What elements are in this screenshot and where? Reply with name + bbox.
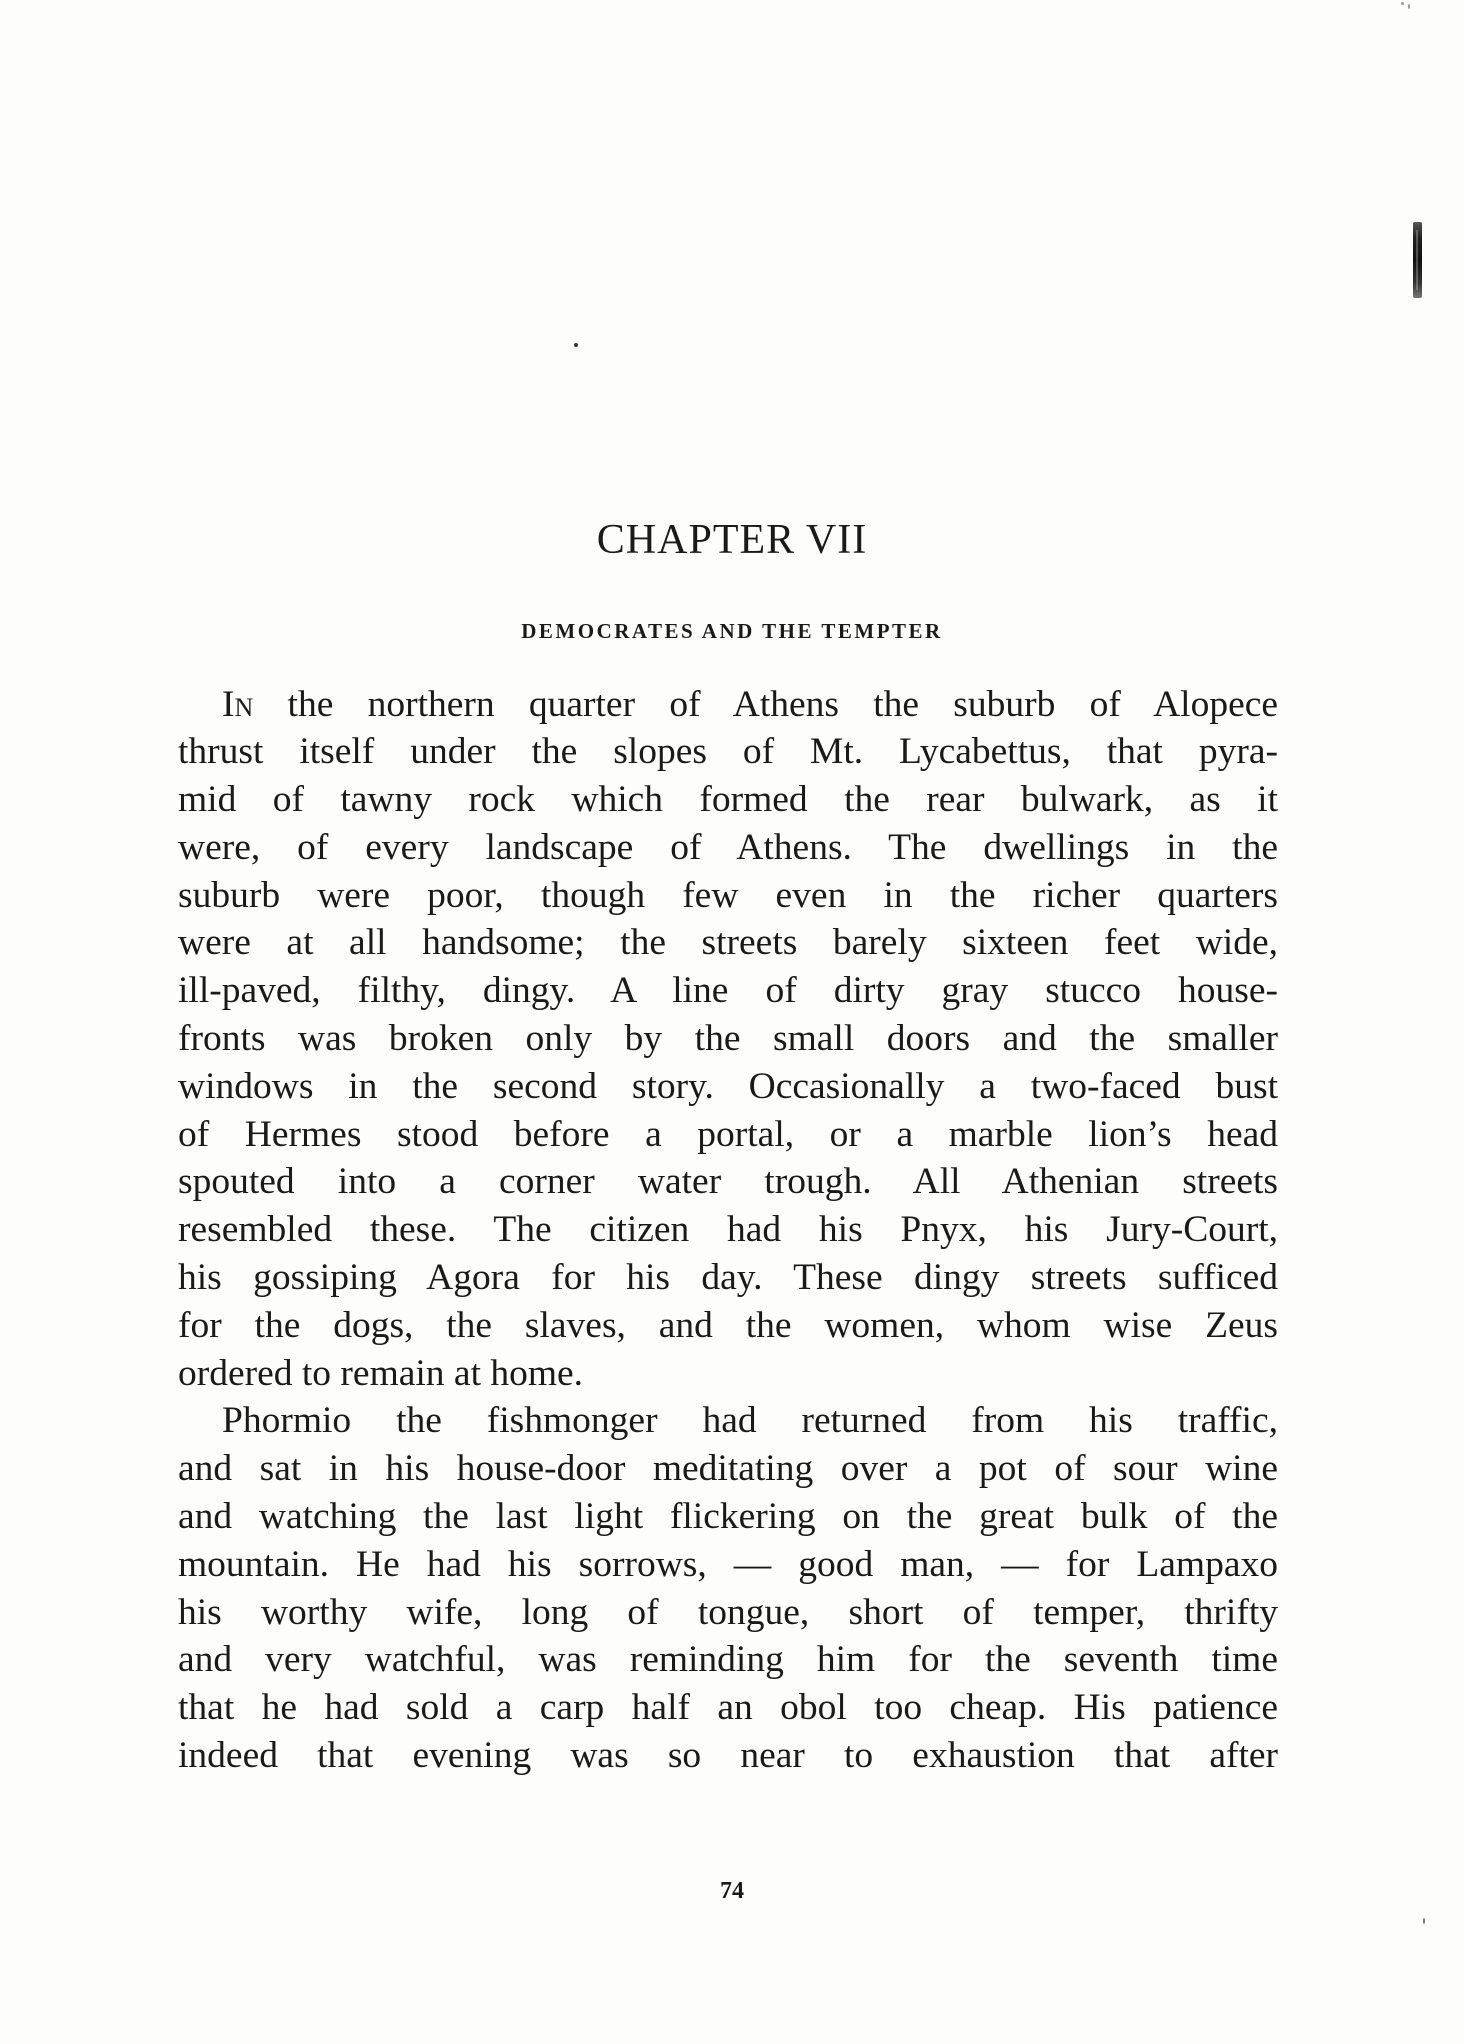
chapter-title: CHAPTER VII	[596, 517, 868, 563]
dropcap-word: In	[222, 684, 254, 725]
text-line: suburb were poor, though few even in the richer quarters	[178, 875, 1278, 916]
scan-speck	[574, 343, 578, 347]
scan-speck	[1423, 1918, 1425, 1924]
text-line: were at all handsome; the streets barely sixteen feet wide,	[178, 922, 1278, 963]
text-line: ill-paved, filthy, dingy. A line of dirty gray stucco house-	[178, 970, 1278, 1011]
text-line: spouted into a corner water trough. All Athenian streets	[178, 1161, 1278, 1202]
line-text: the northern quarter of Athens the suburb of Alopece	[253, 684, 1278, 725]
text-line: mid of tawny rock which formed the rear bulwark, as it	[178, 779, 1278, 820]
text-line: of Hermes stood before a portal, or a marble lion’s head	[178, 1114, 1278, 1155]
text-line: for the dogs, the slaves, and the women, whom wise Zeus	[178, 1305, 1278, 1346]
text-line: that he had sold a carp half an obol too cheap. His patience	[178, 1687, 1278, 1728]
text-line: indeed that evening was so near to exhaustion that after	[178, 1735, 1278, 1776]
text-line: and watching the last light flickering on the great bulk of the	[178, 1496, 1278, 1537]
page-edge-mark	[1413, 222, 1422, 298]
text-line: windows in the second story. Occasionally a two-faced bust	[178, 1066, 1278, 1107]
chapter-subtitle: DEMOCRATES AND THE TEMPTER	[521, 619, 943, 643]
text-line: Phormio the fishmonger had returned from his traffic,	[222, 1400, 1278, 1441]
text-line: and very watchful, was reminding him for the seventh time	[178, 1639, 1278, 1680]
text-line: ordered to remain at home.	[178, 1353, 584, 1394]
page-number: 74	[720, 1878, 744, 1904]
text-line: were, of every landscape of Athens. The dwellings in the	[178, 827, 1278, 868]
text-line	[222, 682, 1278, 728]
text-line: mountain. He had his sorrows, — good man, — for Lampaxo	[178, 1544, 1278, 1585]
scan-speck	[1408, 4, 1410, 9]
text-line: resembled these. The citizen had his Pnyx, his Jury-Court,	[178, 1209, 1278, 1250]
text-line: fronts was broken only by the small doors and the smaller	[178, 1018, 1278, 1059]
text-line: and sat in his house-door meditating over a pot of sour wine	[178, 1448, 1278, 1489]
text-line: his worthy wife, long of tongue, short of temper, thrifty	[178, 1592, 1278, 1633]
text-line: thrust itself under the slopes of Mt. Lycabettus, that pyra-	[178, 731, 1278, 772]
text-line: his gossiping Agora for his day. These dingy streets sufficed	[178, 1257, 1278, 1298]
scan-speck	[1401, 2, 1404, 5]
